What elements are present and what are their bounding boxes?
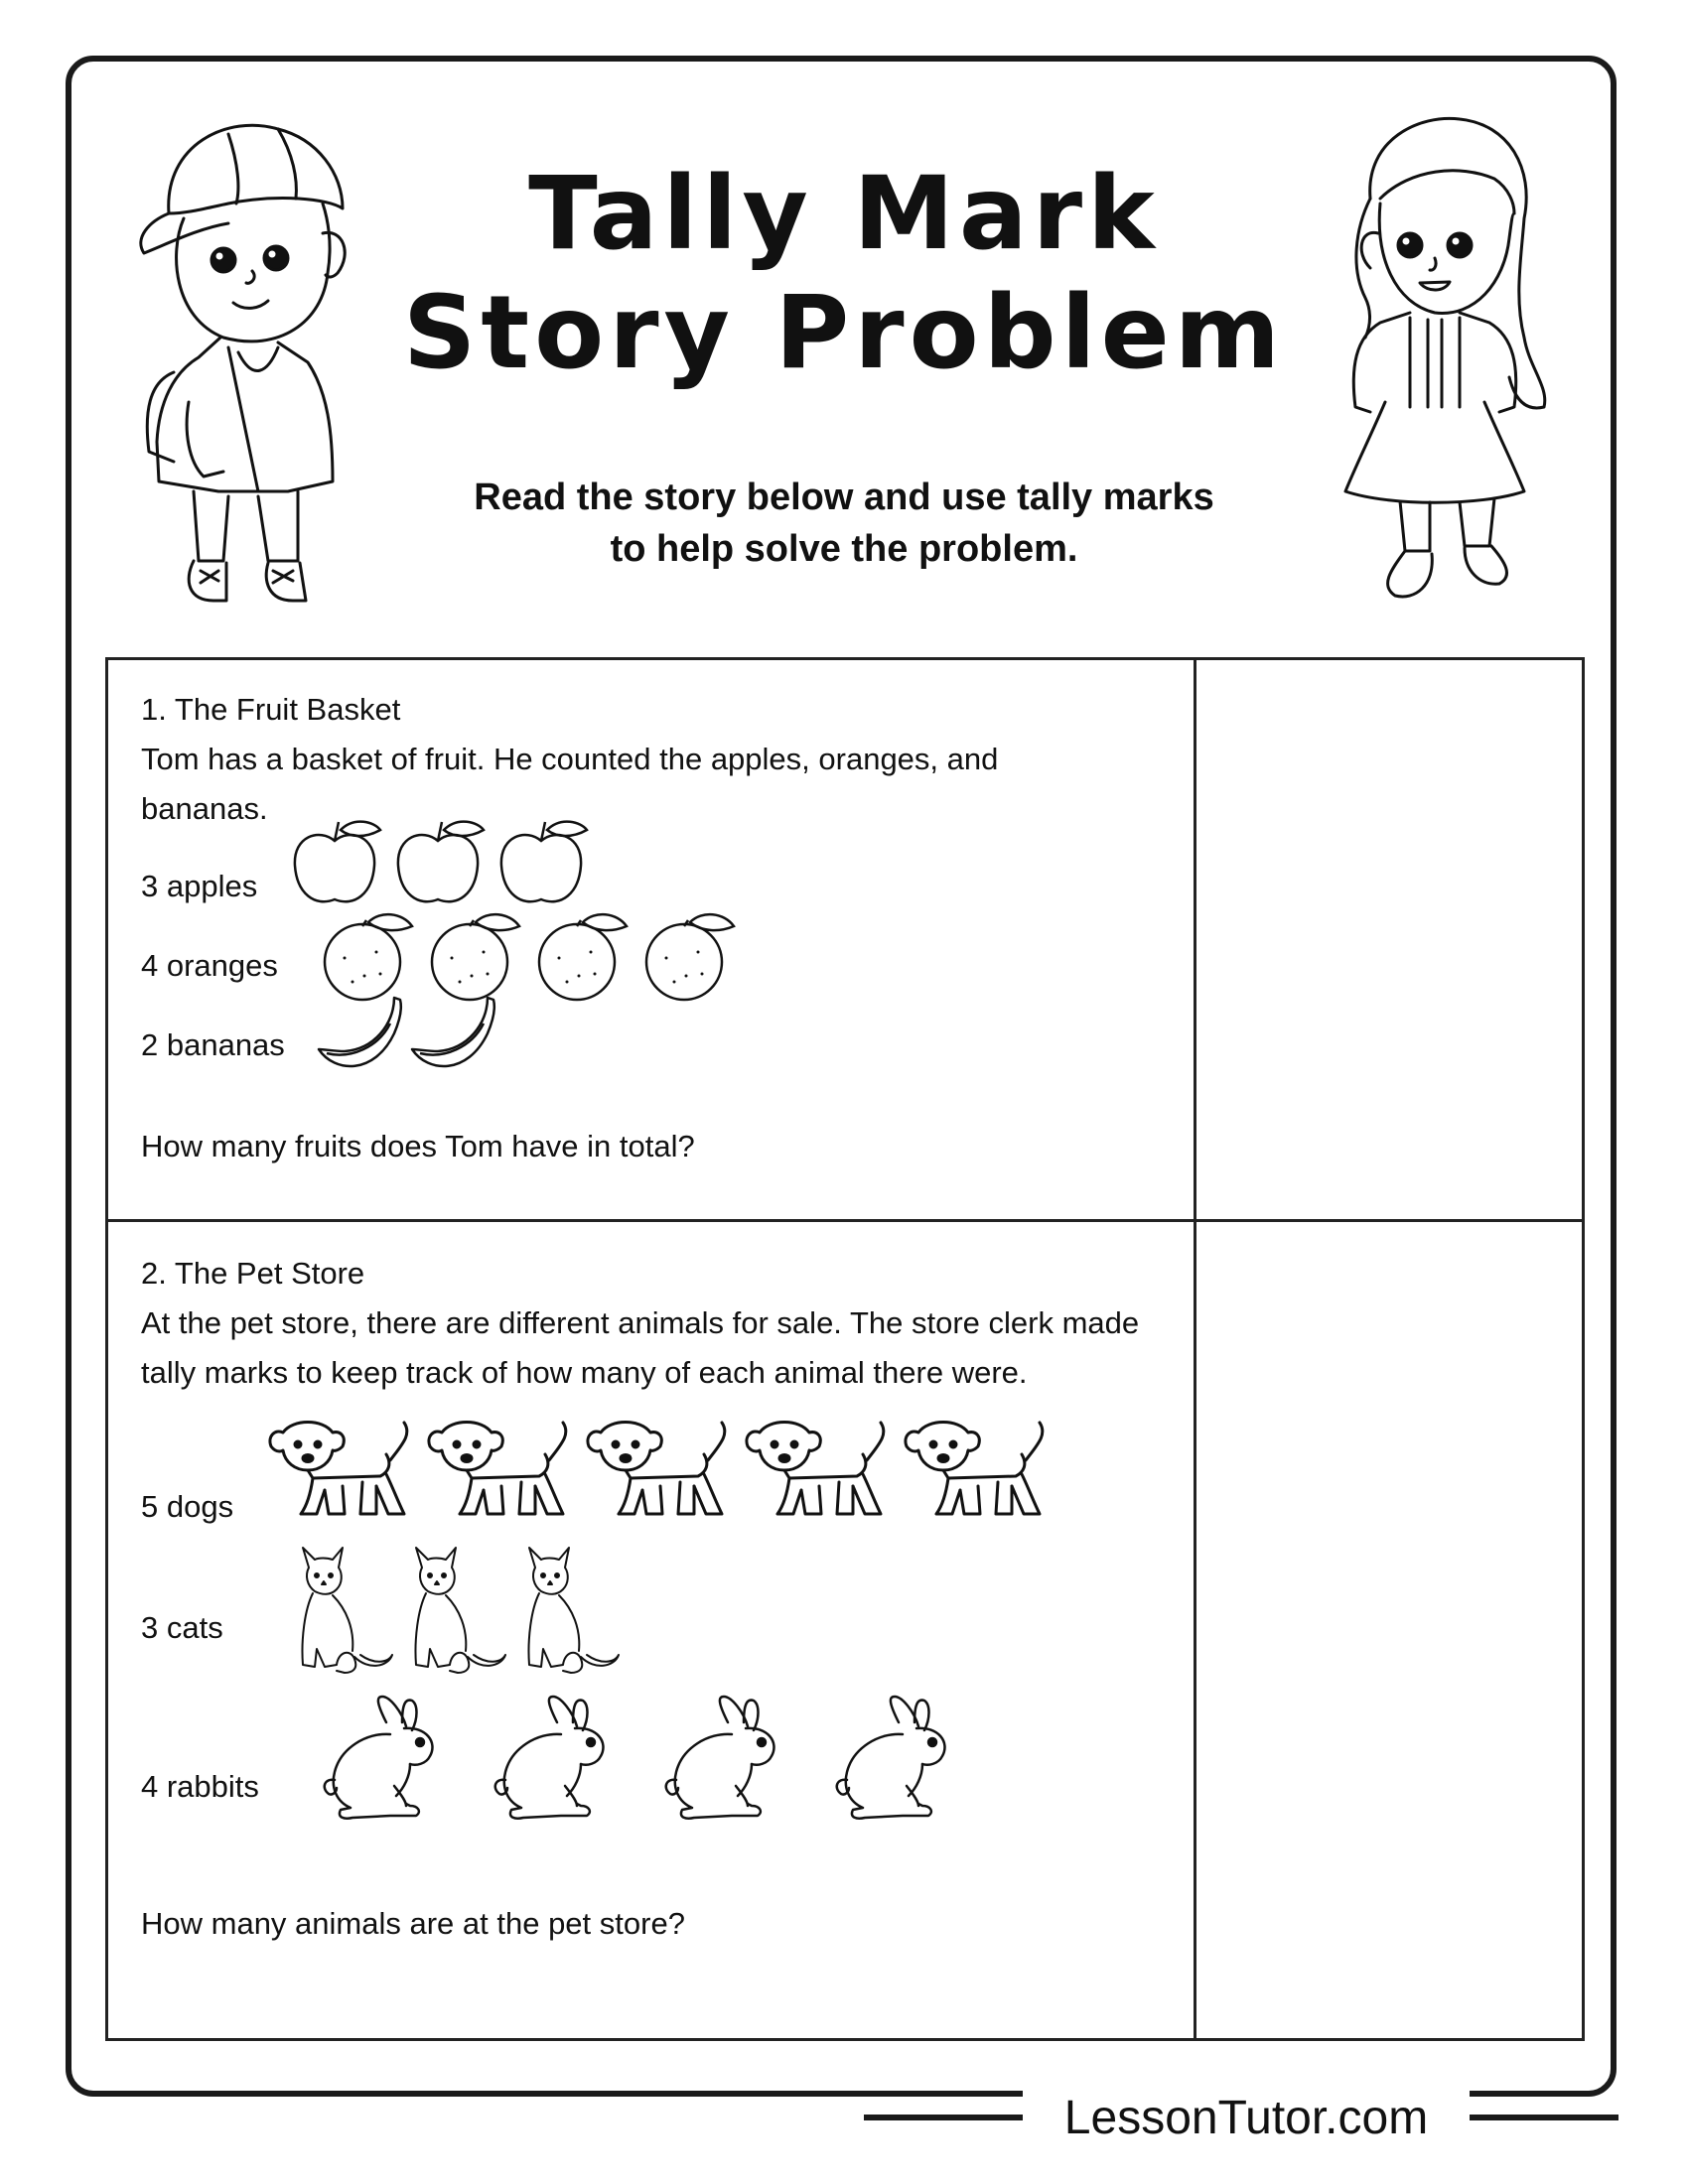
dog-icon: [740, 1415, 899, 1524]
oranges-row: [315, 908, 744, 1004]
orange-icon: [422, 908, 529, 1004]
orange-icon: [636, 908, 744, 1004]
problem-2-question: How many animals are at the pet store?: [141, 1906, 685, 1941]
rabbits-row: [307, 1693, 990, 1826]
cat-icon: [515, 1540, 629, 1679]
apple-icon: [492, 816, 595, 911]
rabbits-label: 4 rabbits: [141, 1769, 259, 1804]
apples-row: [285, 816, 595, 911]
instructions-line-2: to help solve the problem.: [610, 528, 1078, 570]
problem-1-question: How many fruits does Tom have in total?: [141, 1129, 695, 1163]
banana-icon: [315, 994, 408, 1081]
orange-icon: [529, 908, 636, 1004]
oranges-label: 4 oranges: [141, 948, 278, 983]
instructions-line-1: Read the story below and use tally marks: [474, 477, 1214, 518]
rabbit-icon: [478, 1693, 648, 1826]
bananas-label: 2 bananas: [141, 1027, 285, 1062]
girl-illustration-icon: [1311, 109, 1559, 611]
rabbit-icon: [819, 1693, 990, 1826]
dogs-label: 5 dogs: [141, 1489, 234, 1524]
orange-icon: [315, 908, 422, 1004]
apples-label: 3 apples: [141, 869, 258, 903]
footer-rule-right: [1470, 2115, 1618, 2120]
boy-illustration-icon: [129, 104, 377, 620]
instructions: [397, 472, 1291, 575]
dog-icon: [581, 1415, 740, 1524]
title-line-1: Tally Mark: [528, 155, 1160, 273]
apple-icon: [285, 816, 388, 911]
rabbit-icon: [307, 1693, 478, 1826]
problem-2-heading: 2. The Pet Store: [141, 1256, 365, 1291]
bananas-row: [315, 994, 501, 1081]
footer-site-name: LessonTutor.com: [1023, 2091, 1470, 2146]
problem-2-story: At the pet store, there are different animals for sale. The store clerk made tally marks to keep track of how many of each animal there were.: [141, 1305, 1140, 1390]
dog-icon: [422, 1415, 581, 1524]
dogs-row: [263, 1415, 1057, 1524]
cat-icon: [402, 1540, 515, 1679]
cat-icon: [289, 1540, 402, 1679]
banana-icon: [408, 994, 501, 1081]
problem-1-heading: 1. The Fruit Basket: [141, 692, 401, 727]
problem-2-tally-area[interactable]: [1196, 1222, 1582, 2038]
rabbit-icon: [648, 1693, 819, 1826]
problems-table: [105, 657, 1585, 2041]
dog-icon: [263, 1415, 422, 1524]
title-line-2: Story Problem: [402, 274, 1286, 392]
cats-row: [289, 1540, 629, 1679]
cats-label: 3 cats: [141, 1610, 223, 1645]
problem-1-story: Tom has a basket of fruit. He counted the apples, oranges, and bananas.: [141, 742, 999, 826]
footer-rule-left: [864, 2115, 1023, 2120]
problem-1-tally-area[interactable]: [1196, 660, 1582, 1219]
apple-icon: [388, 816, 492, 911]
dog-icon: [899, 1415, 1057, 1524]
